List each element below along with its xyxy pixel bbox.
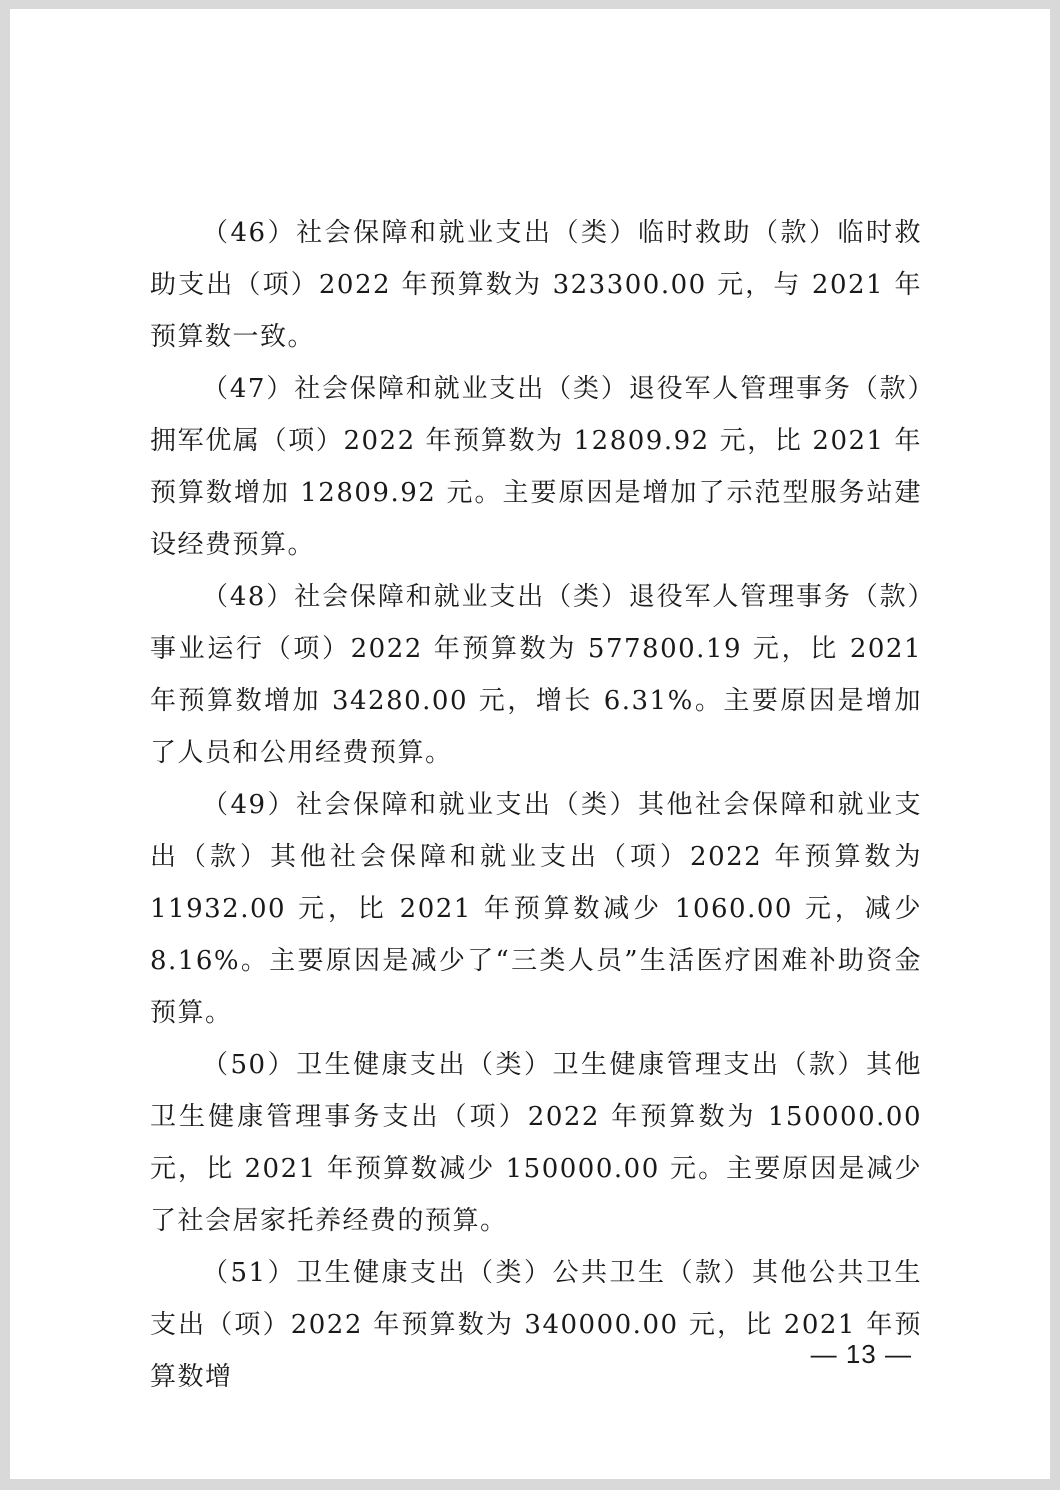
body-text	[150, 207, 922, 1403]
paragraph-51: （51）卫生健康支出（类）公共卫生（款）其他公共卫生支出（项）2022 年预算数为 340000.00 元，比 2021 年预算数增	[150, 1258, 922, 1392]
paragraph-50: （50）卫生健康支出（类）卫生健康管理支出（款）其他卫生健康管理事务支出（项）2022 年预算数为 150000.00 元，比 2021 年预算数减少 150000.00 元。主要原因是减少了社会居家托养经费的预算。	[150, 1050, 922, 1236]
paragraph-46: （46）社会保障和就业支出（类）临时救助（款）临时救助支出（项）2022 年预算数为 323300.00 元，与 2021 年预算数一致。	[150, 218, 922, 352]
page-number: — 13 —	[810, 1339, 912, 1369]
paragraph-49: （49）社会保障和就业支出（类）其他社会保障和就业支出（款）其他社会保障和就业支出（项）2022 年预算数为 11932.00 元，比 2021 年预算数减少 1060.00 元，减少 8.16%。主要原因是减少了“三类人员”生活医疗困难补助资金预算。	[150, 790, 922, 1028]
paragraph-48: （48）社会保障和就业支出（类）退役军人管理事务（款）事业运行（项）2022 年预算数为 577800.19 元，比 2021 年预算数增加 34280.00 元，增长 6.31%。主要原因是增加了人员和公用经费预算。	[150, 582, 922, 768]
paragraph-47: （47）社会保障和就业支出（类）退役军人管理事务（款）拥军优属（项）2022 年预算数为 12809.92 元，比 2021 年预算数增加 12809.92 元。主要原因是增加了示范型服务站建设经费预算。	[150, 374, 922, 560]
document-page	[10, 9, 1050, 1479]
